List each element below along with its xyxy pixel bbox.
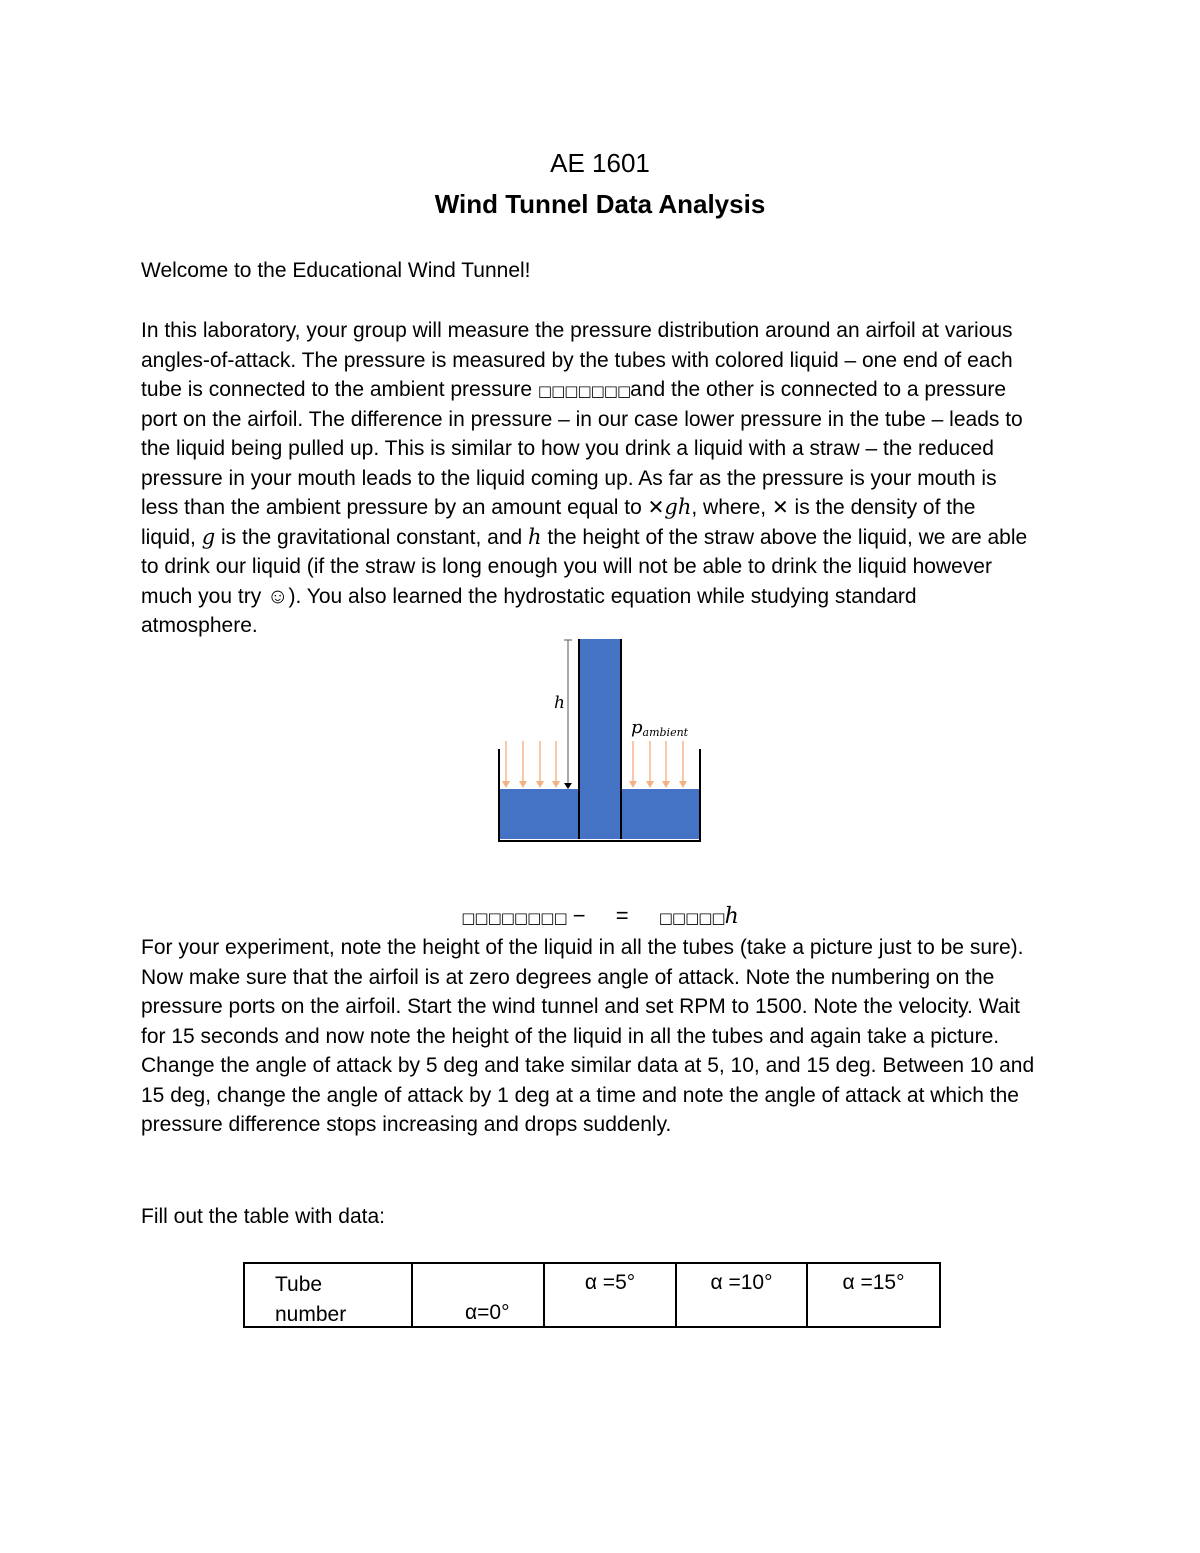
paragraph-line: 15 deg, change the angle of attack by 1 deg at a time and note the angle of attack at which the bbox=[141, 1083, 1019, 1107]
paragraph-line: For your experiment, note the height of the liquid in all the tubes (take a picture just to be sure). bbox=[141, 936, 1024, 959]
alpha-10-label: α =10° bbox=[710, 1271, 773, 1294]
height-arrowhead bbox=[564, 783, 572, 789]
height-label: h bbox=[554, 693, 565, 713]
paragraph-line bbox=[141, 375, 1081, 405]
paragraph-line bbox=[141, 523, 1081, 553]
welcome-line: Welcome to the Educational Wind Tunnel! bbox=[141, 259, 531, 282]
header-alpha-10 bbox=[676, 1263, 807, 1327]
equation-equals: = bbox=[615, 903, 629, 928]
paragraph-line: Now make sure that the airfoil is at zero degrees angle of attack. Note the numbering on the bbox=[141, 965, 995, 989]
paragraph-line: atmosphere. bbox=[141, 614, 258, 637]
intro-paragraph bbox=[141, 316, 1081, 641]
alpha-5-label: α =5° bbox=[584, 1271, 636, 1294]
ambient-pressure-symbol: □□□□□□□ bbox=[537, 382, 631, 400]
paragraph-line: Change the angle of attack by 5 deg and take similar data at 5, 10, and 15 deg. Between 10 and bbox=[141, 1054, 1035, 1077]
table-header-row bbox=[244, 1263, 940, 1327]
data-table bbox=[243, 1262, 941, 1328]
pressure-arrowhead bbox=[662, 781, 670, 788]
text-segment: much you try bbox=[141, 584, 268, 608]
paragraph-line: pressure in your mouth leads to the liquid coming up. As far as the pressure is your mouth is bbox=[141, 466, 997, 490]
text-segment: is the gravitational constant, and bbox=[215, 525, 529, 549]
alpha-15-label: α =15° bbox=[842, 1271, 905, 1294]
pressure-arrowhead bbox=[502, 781, 510, 788]
h-symbol: h bbox=[528, 524, 542, 549]
course-code: AE 1601 bbox=[550, 148, 650, 178]
rho-symbol: ✕ bbox=[647, 495, 665, 519]
pressure-arrowhead bbox=[552, 781, 560, 788]
p-label: p bbox=[631, 717, 643, 738]
ambient-subscript: ambient bbox=[642, 726, 689, 739]
text-segment: is the density of the bbox=[788, 496, 976, 519]
table-instruction: Fill out the table with data: bbox=[141, 1205, 385, 1228]
g-symbol: g bbox=[201, 524, 216, 549]
pressure-arrows-right bbox=[629, 741, 687, 788]
header-tube-number bbox=[244, 1263, 412, 1327]
paragraph-line: to drink our liquid (if the straw is long enough you will not be able to drink the liquid however bbox=[141, 555, 992, 578]
paragraph-line: for 15 seconds and now note the height of the liquid in all the tubes and again take a picture. bbox=[141, 1024, 1000, 1048]
paragraph-line: the liquid being pulled up. This is similar to how you drink a liquid with a straw – the reduced bbox=[141, 437, 994, 460]
pressure-arrowhead bbox=[536, 781, 544, 788]
procedure-paragraph bbox=[141, 933, 1081, 1140]
straw-liquid bbox=[579, 639, 621, 839]
paragraph-line: angles-of-attack. The pressure is measured by the tubes with colored liquid – one end of each bbox=[141, 348, 1013, 372]
paragraph-line: In this laboratory, your group will measure the pressure distribution around an airfoil at various bbox=[141, 319, 1013, 342]
straw-hydrostatic-diagram bbox=[490, 636, 710, 846]
equation-lhs: □□□□□□□□ bbox=[461, 909, 567, 927]
tube-label-line1: Tube bbox=[275, 1273, 323, 1296]
alpha-0-label: α=0° bbox=[465, 1301, 510, 1324]
gh-symbol: gh bbox=[664, 495, 692, 519]
text-segment: the height of the straw above the liquid, we are able bbox=[541, 525, 1028, 549]
rho-symbol: ✕ bbox=[771, 495, 789, 519]
pressure-arrows-left bbox=[502, 741, 560, 788]
paragraph-line bbox=[141, 582, 1081, 612]
text-segment: liquid, bbox=[141, 525, 202, 549]
paragraph-line: pressure difference stops increasing and drops suddenly. bbox=[141, 1113, 672, 1136]
equation-h: h bbox=[724, 904, 739, 929]
text-segment: less than the ambient pressure by an amount equal to bbox=[141, 496, 648, 519]
pressure-arrowhead bbox=[646, 781, 654, 788]
text-segment: , where, bbox=[691, 496, 772, 519]
ambient-pressure-label bbox=[631, 717, 689, 739]
paragraph-line: pressure ports on the airfoil. Start the wind tunnel and set RPM to 1500. Note the velocity. Wait bbox=[141, 995, 1020, 1018]
tube-label-line2: number bbox=[275, 1303, 347, 1326]
text-segment: tube is connected to the ambient pressure bbox=[141, 378, 538, 401]
pressure-arrowhead bbox=[679, 781, 687, 788]
text-segment: ). You also learned the hydrostatic equation while studying standard bbox=[288, 584, 917, 608]
hydrostatic-equation bbox=[0, 900, 1200, 934]
header-alpha-0 bbox=[412, 1263, 544, 1327]
document-title: Wind Tunnel Data Analysis bbox=[434, 189, 766, 219]
pressure-arrowhead bbox=[629, 781, 637, 788]
header-alpha-5 bbox=[544, 1263, 676, 1327]
equation-rhs: □□□□□ bbox=[658, 909, 725, 927]
paragraph-line: port on the airfoil. The difference in pressure – in our case lower pressure in the tube – leads to bbox=[141, 407, 1023, 431]
text-segment: and the other is connected to a pressure bbox=[630, 378, 1007, 401]
smiley-icon: ☺ bbox=[267, 584, 289, 608]
paragraph-line bbox=[141, 493, 1081, 523]
pressure-arrowhead bbox=[519, 781, 527, 788]
equation-minus: − bbox=[572, 903, 586, 928]
header-alpha-15 bbox=[807, 1263, 940, 1327]
